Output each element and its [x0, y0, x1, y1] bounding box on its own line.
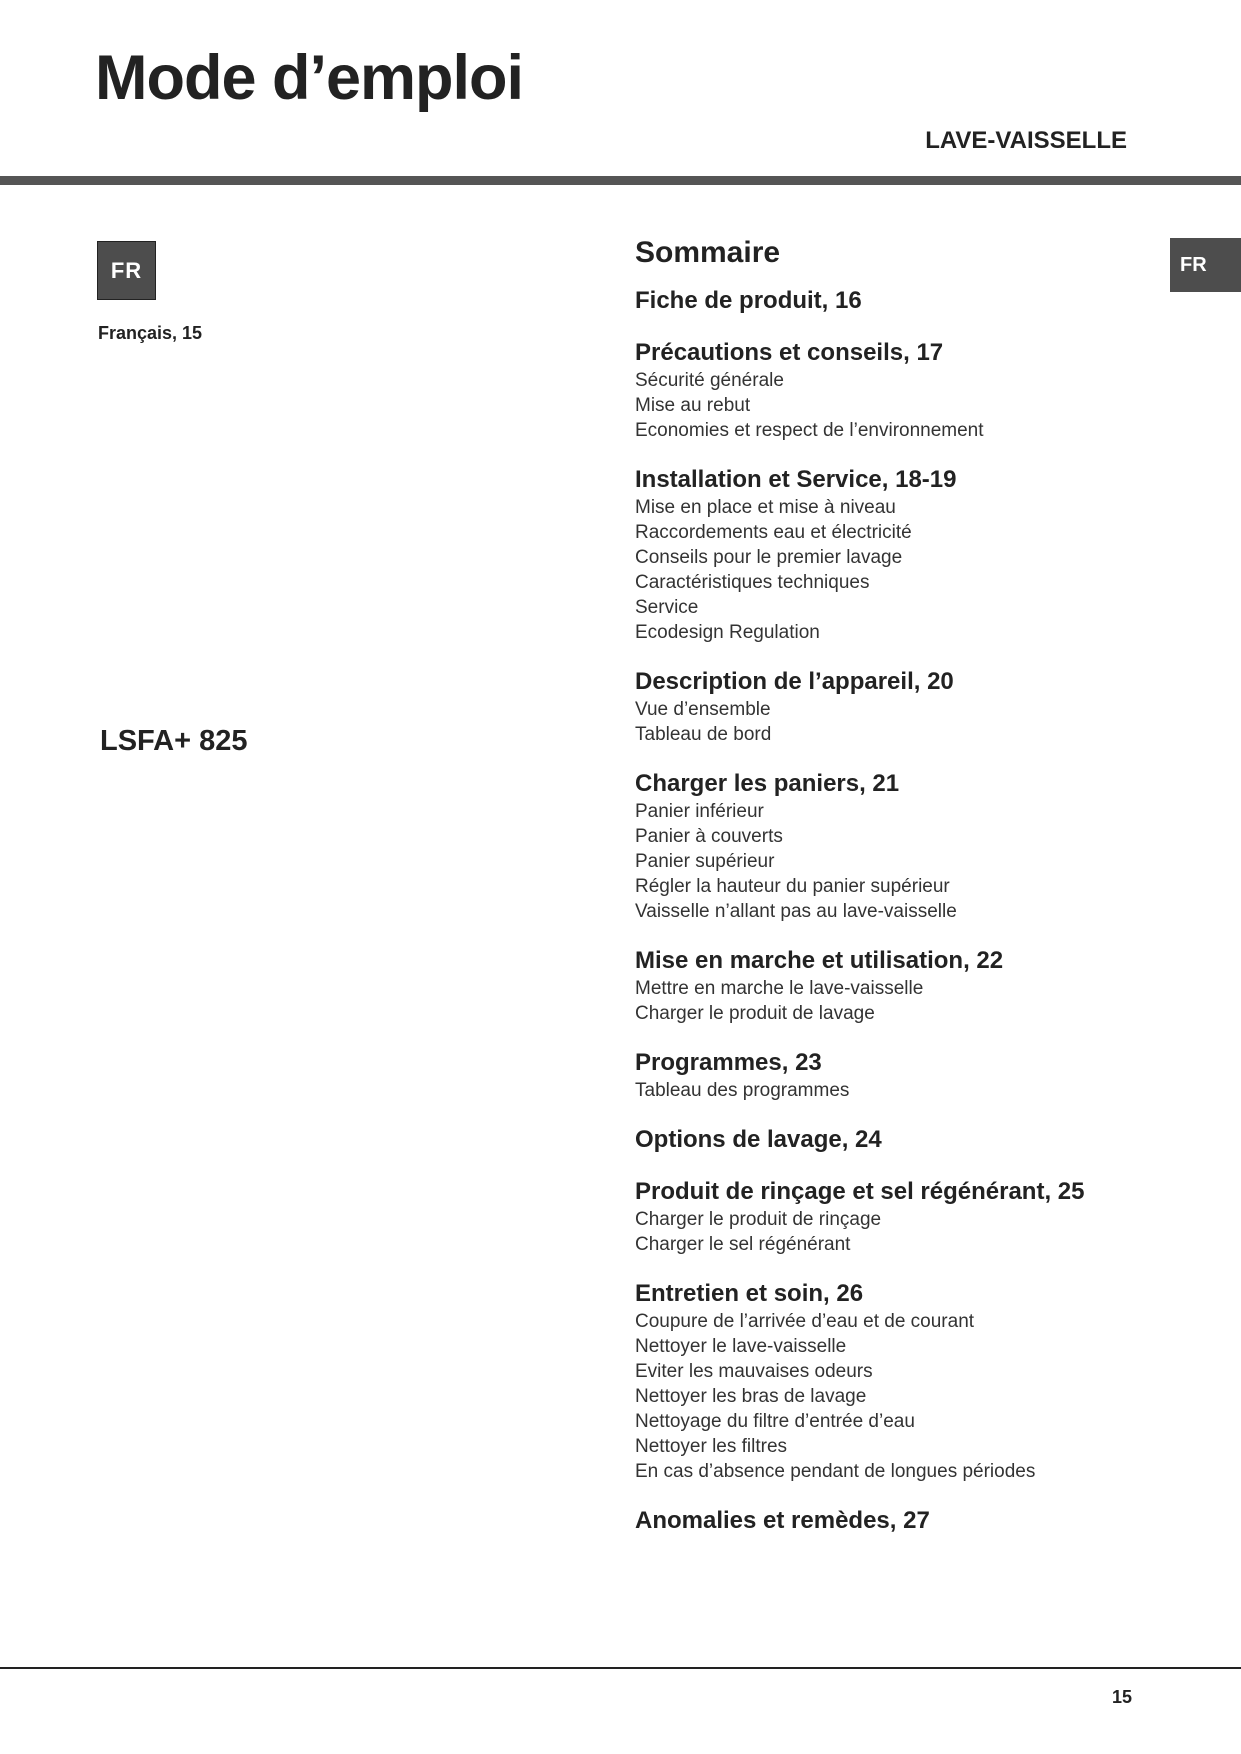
toc-section: [635, 286, 1155, 316]
header-divider: [0, 176, 1241, 185]
toc-section-title[interactable]: Installation et Service, 18-19: [635, 466, 957, 493]
toc-section-title[interactable]: Entretien et soin, 26: [635, 1280, 864, 1307]
toc-subitem[interactable]: Nettoyer les bras de lavage: [635, 1386, 867, 1407]
toc-section-title[interactable]: Charger les paniers, 21: [635, 770, 900, 797]
toc-subitem[interactable]: Nettoyage du filtre d’entrée d’eau: [635, 1411, 915, 1432]
language-tab: FR: [1170, 238, 1241, 292]
toc-subitem[interactable]: Eviter les mauvaises odeurs: [635, 1361, 873, 1382]
toc-section: [635, 1177, 1155, 1257]
toc-subitem-list: [635, 1309, 1155, 1484]
toc-section-title[interactable]: Mise en marche et utilisation, 22: [635, 947, 1004, 974]
toc-section-title[interactable]: Programmes, 23: [635, 1049, 822, 1076]
toc-subitem[interactable]: Panier inférieur: [635, 801, 764, 822]
toc-section: [635, 1048, 1155, 1103]
model-name: LSFA+ 825: [100, 725, 248, 757]
toc-subitem[interactable]: Charger le sel régénérant: [635, 1234, 851, 1255]
toc-subitem[interactable]: Service: [635, 597, 699, 618]
toc-subitem[interactable]: Panier supérieur: [635, 851, 775, 872]
toc-subitem-list: [635, 495, 1155, 645]
toc-subitem[interactable]: En cas d’absence pendant de longues périodes: [635, 1461, 1036, 1482]
page-number: 15: [1112, 1687, 1133, 1707]
toc-subitem-list: [635, 1078, 1155, 1103]
toc-section: [635, 1506, 1155, 1536]
product-category: LAVE-VAISSELLE: [925, 127, 1127, 154]
toc-subitem[interactable]: Panier à couverts: [635, 826, 783, 847]
toc-subitem[interactable]: Conseils pour le premier lavage: [635, 547, 903, 568]
toc-subitem[interactable]: Mise au rebut: [635, 395, 751, 416]
language-badge: FR: [97, 241, 156, 300]
toc-section: [635, 769, 1155, 924]
toc-subitem-list: [635, 1207, 1155, 1257]
toc-subitem[interactable]: Nettoyer les filtres: [635, 1436, 788, 1457]
language-page-link[interactable]: Français, 15: [98, 323, 203, 343]
toc-section: [635, 465, 1155, 645]
toc-subitem-list: [635, 368, 1155, 443]
toc-section-title[interactable]: Précautions et conseils, 17: [635, 339, 944, 366]
toc-section-title[interactable]: Description de l’appareil, 20: [635, 668, 954, 695]
toc-subitem[interactable]: Régler la hauteur du panier supérieur: [635, 876, 950, 897]
toc-subitem[interactable]: Caractéristiques techniques: [635, 572, 870, 593]
footer-divider: [0, 1667, 1241, 1669]
toc-subitem[interactable]: Mise en place et mise à niveau: [635, 497, 896, 518]
toc-section-title[interactable]: Anomalies et remèdes, 27: [635, 1507, 930, 1534]
toc-subitem[interactable]: Charger le produit de lavage: [635, 1003, 875, 1024]
toc-subitem[interactable]: Charger le produit de rinçage: [635, 1209, 882, 1230]
toc-subitem[interactable]: Mettre en marche le lave-vaisselle: [635, 978, 924, 999]
toc-section: [635, 946, 1155, 1026]
toc-section-title[interactable]: Produit de rinçage et sel régénérant, 25: [635, 1178, 1085, 1205]
toc-subitem-list: [635, 799, 1155, 924]
toc-subitem[interactable]: Vaisselle n’allant pas au lave-vaisselle: [635, 901, 957, 922]
toc-section: [635, 1125, 1155, 1155]
toc-subitem-list: [635, 976, 1155, 1026]
toc-section: [635, 1279, 1155, 1484]
toc-subitem[interactable]: Ecodesign Regulation: [635, 622, 820, 643]
toc-subitem[interactable]: Coupure de l’arrivée d’eau et de courant: [635, 1311, 975, 1332]
toc-subitem[interactable]: Sécurité générale: [635, 370, 784, 391]
toc-sections: [635, 286, 1155, 1536]
toc-heading: Sommaire: [635, 236, 781, 269]
toc-section-title[interactable]: Fiche de produit, 16: [635, 287, 862, 314]
toc-subitem-list: [635, 697, 1155, 747]
toc-section: [635, 338, 1155, 443]
toc-subitem[interactable]: Vue d’ensemble: [635, 699, 771, 720]
toc-subitem[interactable]: Tableau des programmes: [635, 1080, 850, 1101]
toc-section: [635, 667, 1155, 747]
toc-subitem[interactable]: Raccordements eau et électricité: [635, 522, 912, 543]
toc-subitem[interactable]: Economies et respect de l’environnement: [635, 420, 984, 441]
toc-subitem[interactable]: Tableau de bord: [635, 724, 772, 745]
toc-subitem[interactable]: Nettoyer le lave-vaisselle: [635, 1336, 847, 1357]
table-of-contents: [635, 235, 1155, 1558]
page-title: Mode d’emploi: [95, 43, 523, 113]
toc-section-title[interactable]: Options de lavage, 24: [635, 1126, 882, 1153]
